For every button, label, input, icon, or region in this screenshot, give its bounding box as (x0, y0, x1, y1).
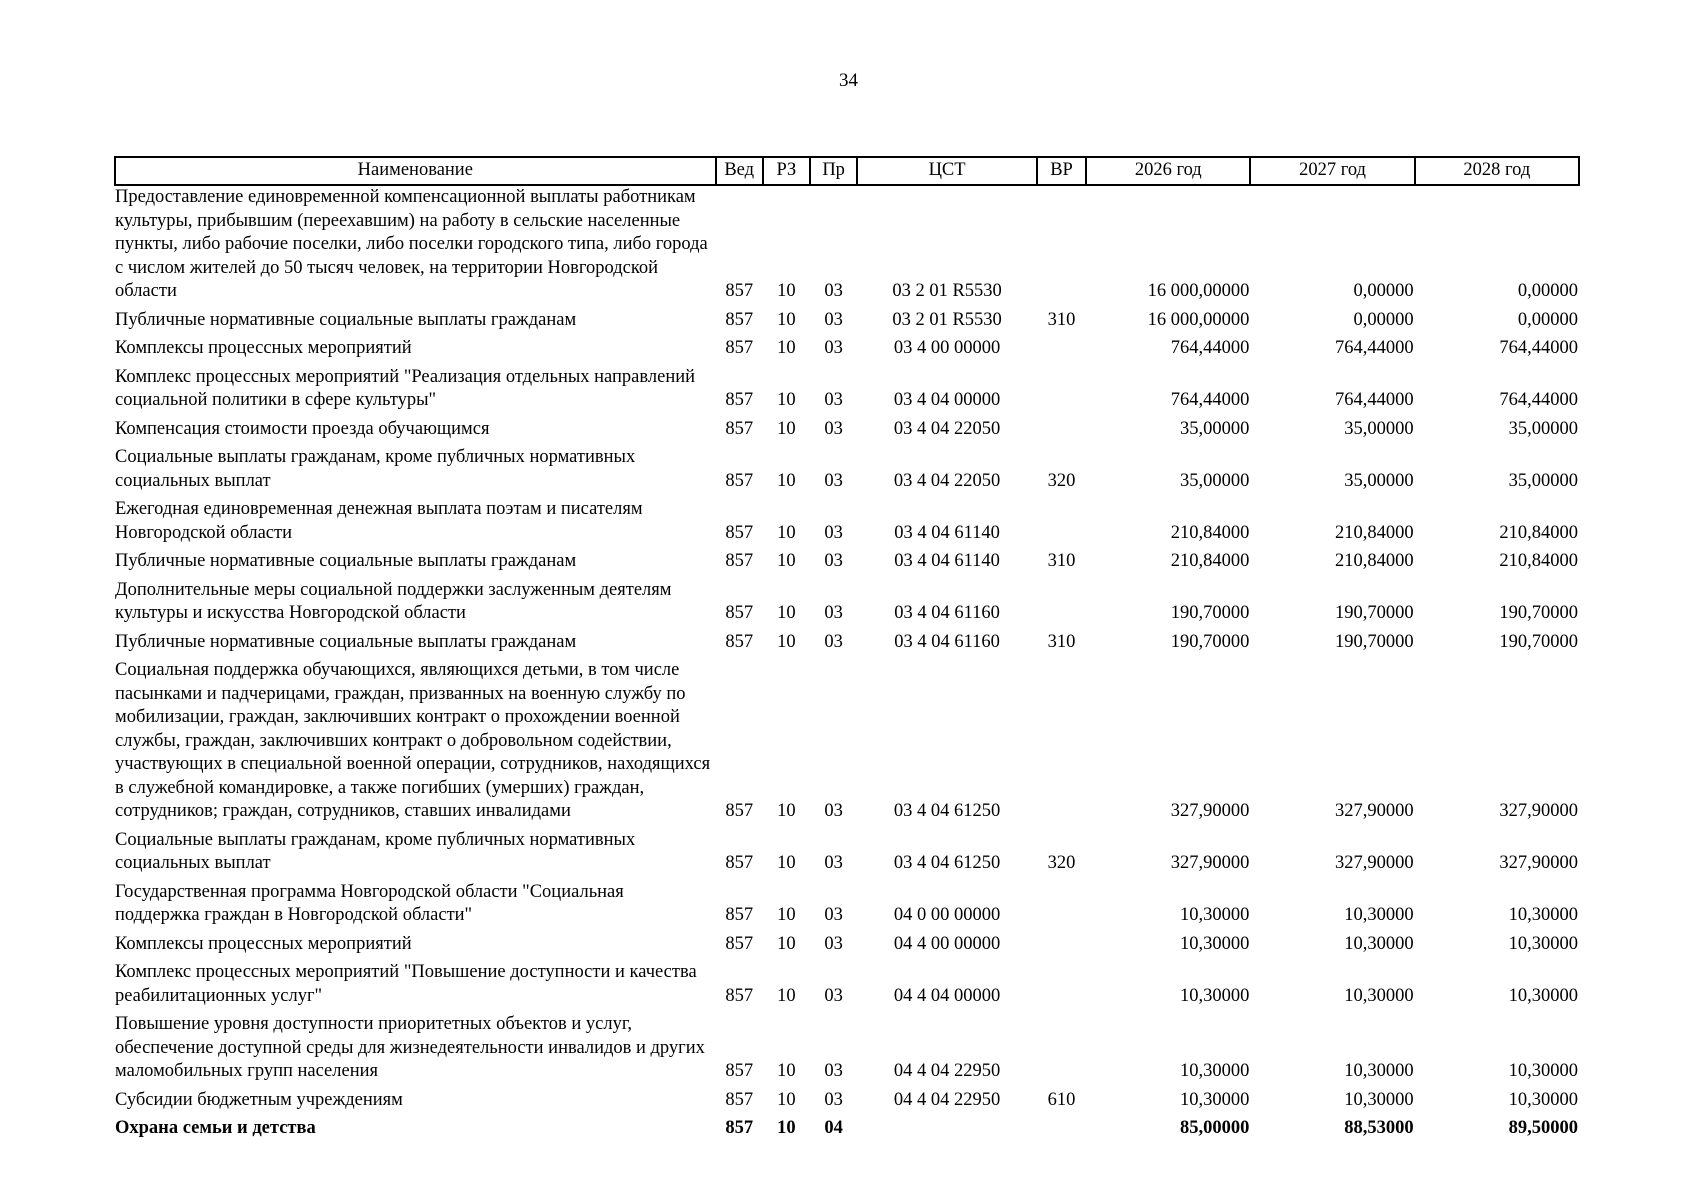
cell-2026: 764,44000 (1170, 338, 1250, 358)
cell-2028: 0,00000 (1517, 309, 1578, 330)
cell-pr: 03 (824, 551, 843, 571)
cell-vr (1037, 881, 1086, 933)
cell-rz: 10 (777, 1118, 796, 1138)
cell-2026: 190,70000 (1170, 603, 1250, 623)
cell-ved: 857 (725, 1061, 754, 1081)
cell-rz: 10 (777, 309, 796, 330)
cell-2028: 764,44000 (1499, 338, 1578, 358)
table-row (115, 1089, 1579, 1118)
table-row (115, 309, 1579, 338)
cell-cst: 04 0 00 00000 (893, 905, 1001, 925)
cell-2028: 35,00000 (1508, 418, 1578, 439)
cell-2026: 10,30000 (1180, 933, 1250, 954)
cell-rz: 10 (777, 853, 796, 873)
cell-vr: 320 (1047, 853, 1076, 873)
cell-2027: 190,70000 (1335, 631, 1414, 652)
cell-2026: 10,30000 (1180, 1061, 1250, 1081)
cell-rz: 10 (777, 631, 796, 652)
cell-rz: 10 (777, 522, 796, 543)
cell-vr: 310 (1047, 631, 1076, 652)
cell-pr: 04 (824, 1118, 843, 1138)
cell-2026: 16 000,00000 (1147, 309, 1250, 330)
cell-2028: 190,70000 (1499, 631, 1578, 652)
cell-ved: 857 (725, 551, 754, 571)
cell-pr: 03 (824, 281, 843, 301)
cell-cst: 03 4 04 61140 (894, 551, 1000, 571)
cell-2027: 764,44000 (1335, 338, 1414, 358)
cell-pr: 03 (824, 1089, 843, 1110)
cell-2028: 10,30000 (1508, 933, 1578, 954)
table-row (115, 366, 1579, 418)
cell-rz: 10 (777, 551, 796, 571)
cell-cst: 03 4 04 22050 (893, 470, 1001, 491)
cell-name: Государственная программа Новгородской области "Социальная поддержка граждан в Новгородской области" (115, 881, 624, 925)
cell-rz: 10 (777, 470, 796, 491)
cell-2026: 10,30000 (1180, 905, 1250, 925)
cell-2026: 190,70000 (1170, 631, 1250, 652)
cell-ved: 857 (725, 1089, 754, 1110)
cell-rz: 10 (777, 1061, 796, 1081)
cell-cst: 03 4 04 61160 (894, 603, 1000, 623)
table-row (115, 631, 1579, 660)
cell-vr (1037, 1013, 1086, 1089)
cell-2026: 764,44000 (1170, 390, 1250, 410)
cell-pr: 03 (824, 985, 843, 1006)
cell-ved: 857 (725, 470, 754, 491)
cell-2027: 10,30000 (1344, 905, 1414, 925)
cell-rz: 10 (777, 390, 796, 410)
cell-name: Комплексы процессных мероприятий (115, 933, 412, 954)
cell-pr: 03 (824, 933, 843, 954)
cell-2028: 190,70000 (1499, 603, 1578, 623)
cell-2027: 190,70000 (1335, 603, 1414, 623)
cell-2027: 10,30000 (1344, 933, 1414, 954)
cell-rz: 10 (777, 281, 796, 301)
cell-cst: 03 4 00 00000 (893, 338, 1001, 358)
cell-vr (1037, 1117, 1086, 1146)
cell-2028: 10,30000 (1508, 985, 1578, 1006)
cell-name: Социальные выплаты гражданам, кроме публичных нормативных социальных выплат (115, 447, 636, 491)
table-row (115, 337, 1579, 366)
table-row (115, 498, 1579, 550)
cell-rz: 10 (777, 933, 796, 954)
budget-table (114, 156, 1580, 1146)
cell-cst: 04 4 00 00000 (893, 933, 1001, 954)
cell-ved: 857 (725, 309, 754, 330)
cell-cst: 03 4 04 61250 (893, 853, 1001, 873)
cell-cst: 03 4 04 61160 (894, 631, 1000, 652)
header-2026: 2026 год (1086, 157, 1250, 185)
cell-cst: 03 4 04 61250 (893, 801, 1001, 821)
cell-2026: 327,90000 (1170, 801, 1250, 821)
cell-pr: 03 (824, 905, 843, 925)
header-vr: ВР (1037, 157, 1086, 185)
header-ved: Вед (716, 157, 763, 185)
cell-pr: 03 (824, 470, 843, 491)
cell-name: Комплекс процессных мероприятий "Повышение доступности и качества реабилитационных услуг" (115, 962, 697, 1006)
cell-name: Предоставление единовременной компенсационной выплаты работникам культуры, прибывшим (переехавшим) на работу в сельские населенные пункты, либо рабочие поселки, либо поселки городского типа, либо города с числом жителей до 50 тысяч человек, на территории Новгородской области (115, 187, 708, 301)
cell-name: Охрана семьи и детства (115, 1118, 316, 1138)
cell-2028: 210,84000 (1499, 551, 1578, 571)
cell-name: Социальная поддержка обучающихся, являющихся детьми, в том числе пасынками и падчерицами, граждан, призванных на военную службу по мобилизации, граждан, заключивших контракт о прохождении военной службы, граждан, заключивших контракт о добровольном содействии, участвующих в специальной военной операции, сотрудников, находящихся в служебной командировке, а также погибших (умерших) граждан, сотрудников; граждан, сотрудников, ставших инвалидами (115, 660, 711, 821)
cell-cst: 03 2 01 R5530 (892, 309, 1002, 330)
cell-pr: 03 (824, 1061, 843, 1081)
cell-vr (1037, 366, 1086, 418)
header-pr: Пр (810, 157, 857, 185)
cell-rz: 10 (777, 985, 796, 1006)
table-body (115, 185, 1579, 1146)
table-row (115, 418, 1579, 447)
cell-name: Публичные нормативные социальные выплаты гражданам (115, 309, 577, 330)
cell-2028: 0,00000 (1517, 281, 1578, 301)
cell-cst: 04 4 04 22950 (893, 1089, 1001, 1110)
page-number: 34 (839, 70, 858, 91)
header-2028: 2028 год (1415, 157, 1579, 185)
cell-2026: 35,00000 (1180, 470, 1250, 491)
cell-2027: 0,00000 (1353, 281, 1414, 301)
cell-vr (1037, 418, 1086, 447)
cell-2028: 10,30000 (1508, 1061, 1578, 1081)
cell-vr: 310 (1047, 551, 1076, 571)
table-header-row (115, 157, 1579, 185)
cell-rz: 10 (777, 603, 796, 623)
cell-ved: 857 (725, 985, 754, 1006)
cell-cst: 03 4 04 00000 (893, 390, 1001, 410)
cell-ved: 857 (725, 390, 754, 410)
cell-2027: 210,84000 (1335, 551, 1414, 571)
cell-2027: 35,00000 (1344, 470, 1414, 491)
cell-vr (1037, 579, 1086, 631)
cell-pr: 03 (824, 338, 843, 358)
cell-name: Публичные нормативные социальные выплаты гражданам (115, 551, 577, 571)
header-cst: ЦСТ (857, 157, 1037, 185)
cell-cst (857, 1117, 1037, 1146)
cell-2027: 10,30000 (1344, 1089, 1414, 1110)
cell-pr: 03 (824, 522, 843, 543)
cell-2028: 210,84000 (1499, 522, 1578, 543)
cell-2027: 35,00000 (1344, 418, 1414, 439)
cell-ved: 857 (725, 338, 754, 358)
cell-name: Ежегодная единовременная денежная выплата поэтам и писателям Новгородской области (115, 499, 643, 543)
cell-2028: 327,90000 (1499, 853, 1578, 873)
cell-ved: 857 (725, 603, 754, 623)
cell-vr (1037, 337, 1086, 366)
cell-ved: 857 (725, 1118, 754, 1138)
cell-pr: 03 (824, 390, 843, 410)
table-row (115, 1117, 1579, 1146)
cell-2028: 327,90000 (1499, 801, 1578, 821)
header-name: Наименование (115, 157, 716, 185)
table-row (115, 185, 1579, 309)
cell-pr: 03 (824, 309, 843, 330)
cell-ved: 857 (725, 801, 754, 821)
table-row (115, 550, 1579, 579)
cell-ved: 857 (725, 281, 754, 301)
cell-2027: 764,44000 (1335, 390, 1414, 410)
cell-cst: 04 4 04 00000 (893, 985, 1001, 1006)
cell-vr: 610 (1047, 1089, 1076, 1110)
cell-vr (1037, 659, 1086, 829)
cell-2028: 35,00000 (1508, 470, 1578, 491)
cell-rz: 10 (777, 418, 796, 439)
cell-ved: 857 (725, 522, 754, 543)
cell-cst: 03 2 01 R5530 (892, 281, 1002, 301)
cell-2026: 10,30000 (1180, 985, 1250, 1006)
cell-pr: 03 (824, 853, 843, 873)
cell-2027: 10,30000 (1344, 1061, 1414, 1081)
cell-ved: 857 (725, 418, 754, 439)
cell-vr (1037, 961, 1086, 1013)
table-row (115, 881, 1579, 933)
header-2027: 2027 год (1250, 157, 1414, 185)
cell-pr: 03 (824, 801, 843, 821)
cell-vr (1037, 185, 1086, 309)
cell-pr: 03 (824, 603, 843, 623)
table-row (115, 1013, 1579, 1089)
cell-2026: 16 000,00000 (1147, 281, 1250, 301)
cell-2027: 88,53000 (1344, 1118, 1414, 1138)
cell-vr (1037, 933, 1086, 962)
cell-2026: 210,84000 (1170, 551, 1250, 571)
cell-ved: 857 (725, 853, 754, 873)
cell-rz: 10 (777, 801, 796, 821)
cell-vr: 320 (1047, 470, 1076, 491)
cell-2026: 85,00000 (1180, 1118, 1250, 1138)
cell-name: Публичные нормативные социальные выплаты гражданам (115, 631, 577, 652)
cell-ved: 857 (725, 933, 754, 954)
table-row (115, 446, 1579, 498)
cell-cst: 03 4 04 22050 (893, 418, 1001, 439)
table-row (115, 579, 1579, 631)
cell-2027: 10,30000 (1344, 985, 1414, 1006)
cell-rz: 10 (777, 338, 796, 358)
cell-name: Социальные выплаты гражданам, кроме публичных нормативных социальных выплат (115, 829, 636, 873)
cell-pr: 03 (824, 631, 843, 652)
cell-pr: 03 (824, 418, 843, 439)
cell-2027: 327,90000 (1335, 801, 1414, 821)
cell-2026: 327,90000 (1170, 853, 1250, 873)
cell-name: Повышение уровня доступности приоритетных объектов и услуг, обеспечение доступной среды для жизнедеятельности инвалидов и других маломобильных групп населения (115, 1014, 705, 1081)
header-rz: РЗ (763, 157, 810, 185)
table-row (115, 659, 1579, 829)
cell-cst: 03 4 04 61140 (894, 522, 1000, 543)
cell-ved: 857 (725, 631, 754, 652)
cell-name: Субсидии бюджетным учреждениям (115, 1089, 403, 1110)
cell-2026: 35,00000 (1180, 418, 1250, 439)
cell-vr: 310 (1047, 309, 1076, 330)
cell-name: Компенсация стоимости проезда обучающимся (115, 418, 490, 439)
cell-name: Комплексы процессных мероприятий (115, 338, 412, 358)
cell-2026: 10,30000 (1180, 1089, 1250, 1110)
cell-2027: 210,84000 (1335, 522, 1414, 543)
cell-rz: 10 (777, 1089, 796, 1110)
cell-name: Дополнительные меры социальной поддержки заслуженным деятелям культуры и искусства Новгородской области (115, 579, 672, 623)
cell-2028: 10,30000 (1508, 1089, 1578, 1110)
cell-2027: 0,00000 (1353, 309, 1414, 330)
cell-2028: 10,30000 (1508, 905, 1578, 925)
table-row (115, 829, 1579, 881)
cell-2026: 210,84000 (1170, 522, 1250, 543)
cell-vr (1037, 498, 1086, 550)
cell-rz: 10 (777, 905, 796, 925)
cell-2027: 327,90000 (1335, 853, 1414, 873)
cell-2028: 764,44000 (1499, 390, 1578, 410)
cell-name: Комплекс процессных мероприятий "Реализация отдельных направлений социальной политики в сфере культуры" (115, 366, 696, 410)
table-row (115, 933, 1579, 962)
cell-2028: 89,50000 (1508, 1118, 1578, 1138)
table-row (115, 961, 1579, 1013)
cell-cst: 04 4 04 22950 (893, 1061, 1001, 1081)
cell-ved: 857 (725, 905, 754, 925)
